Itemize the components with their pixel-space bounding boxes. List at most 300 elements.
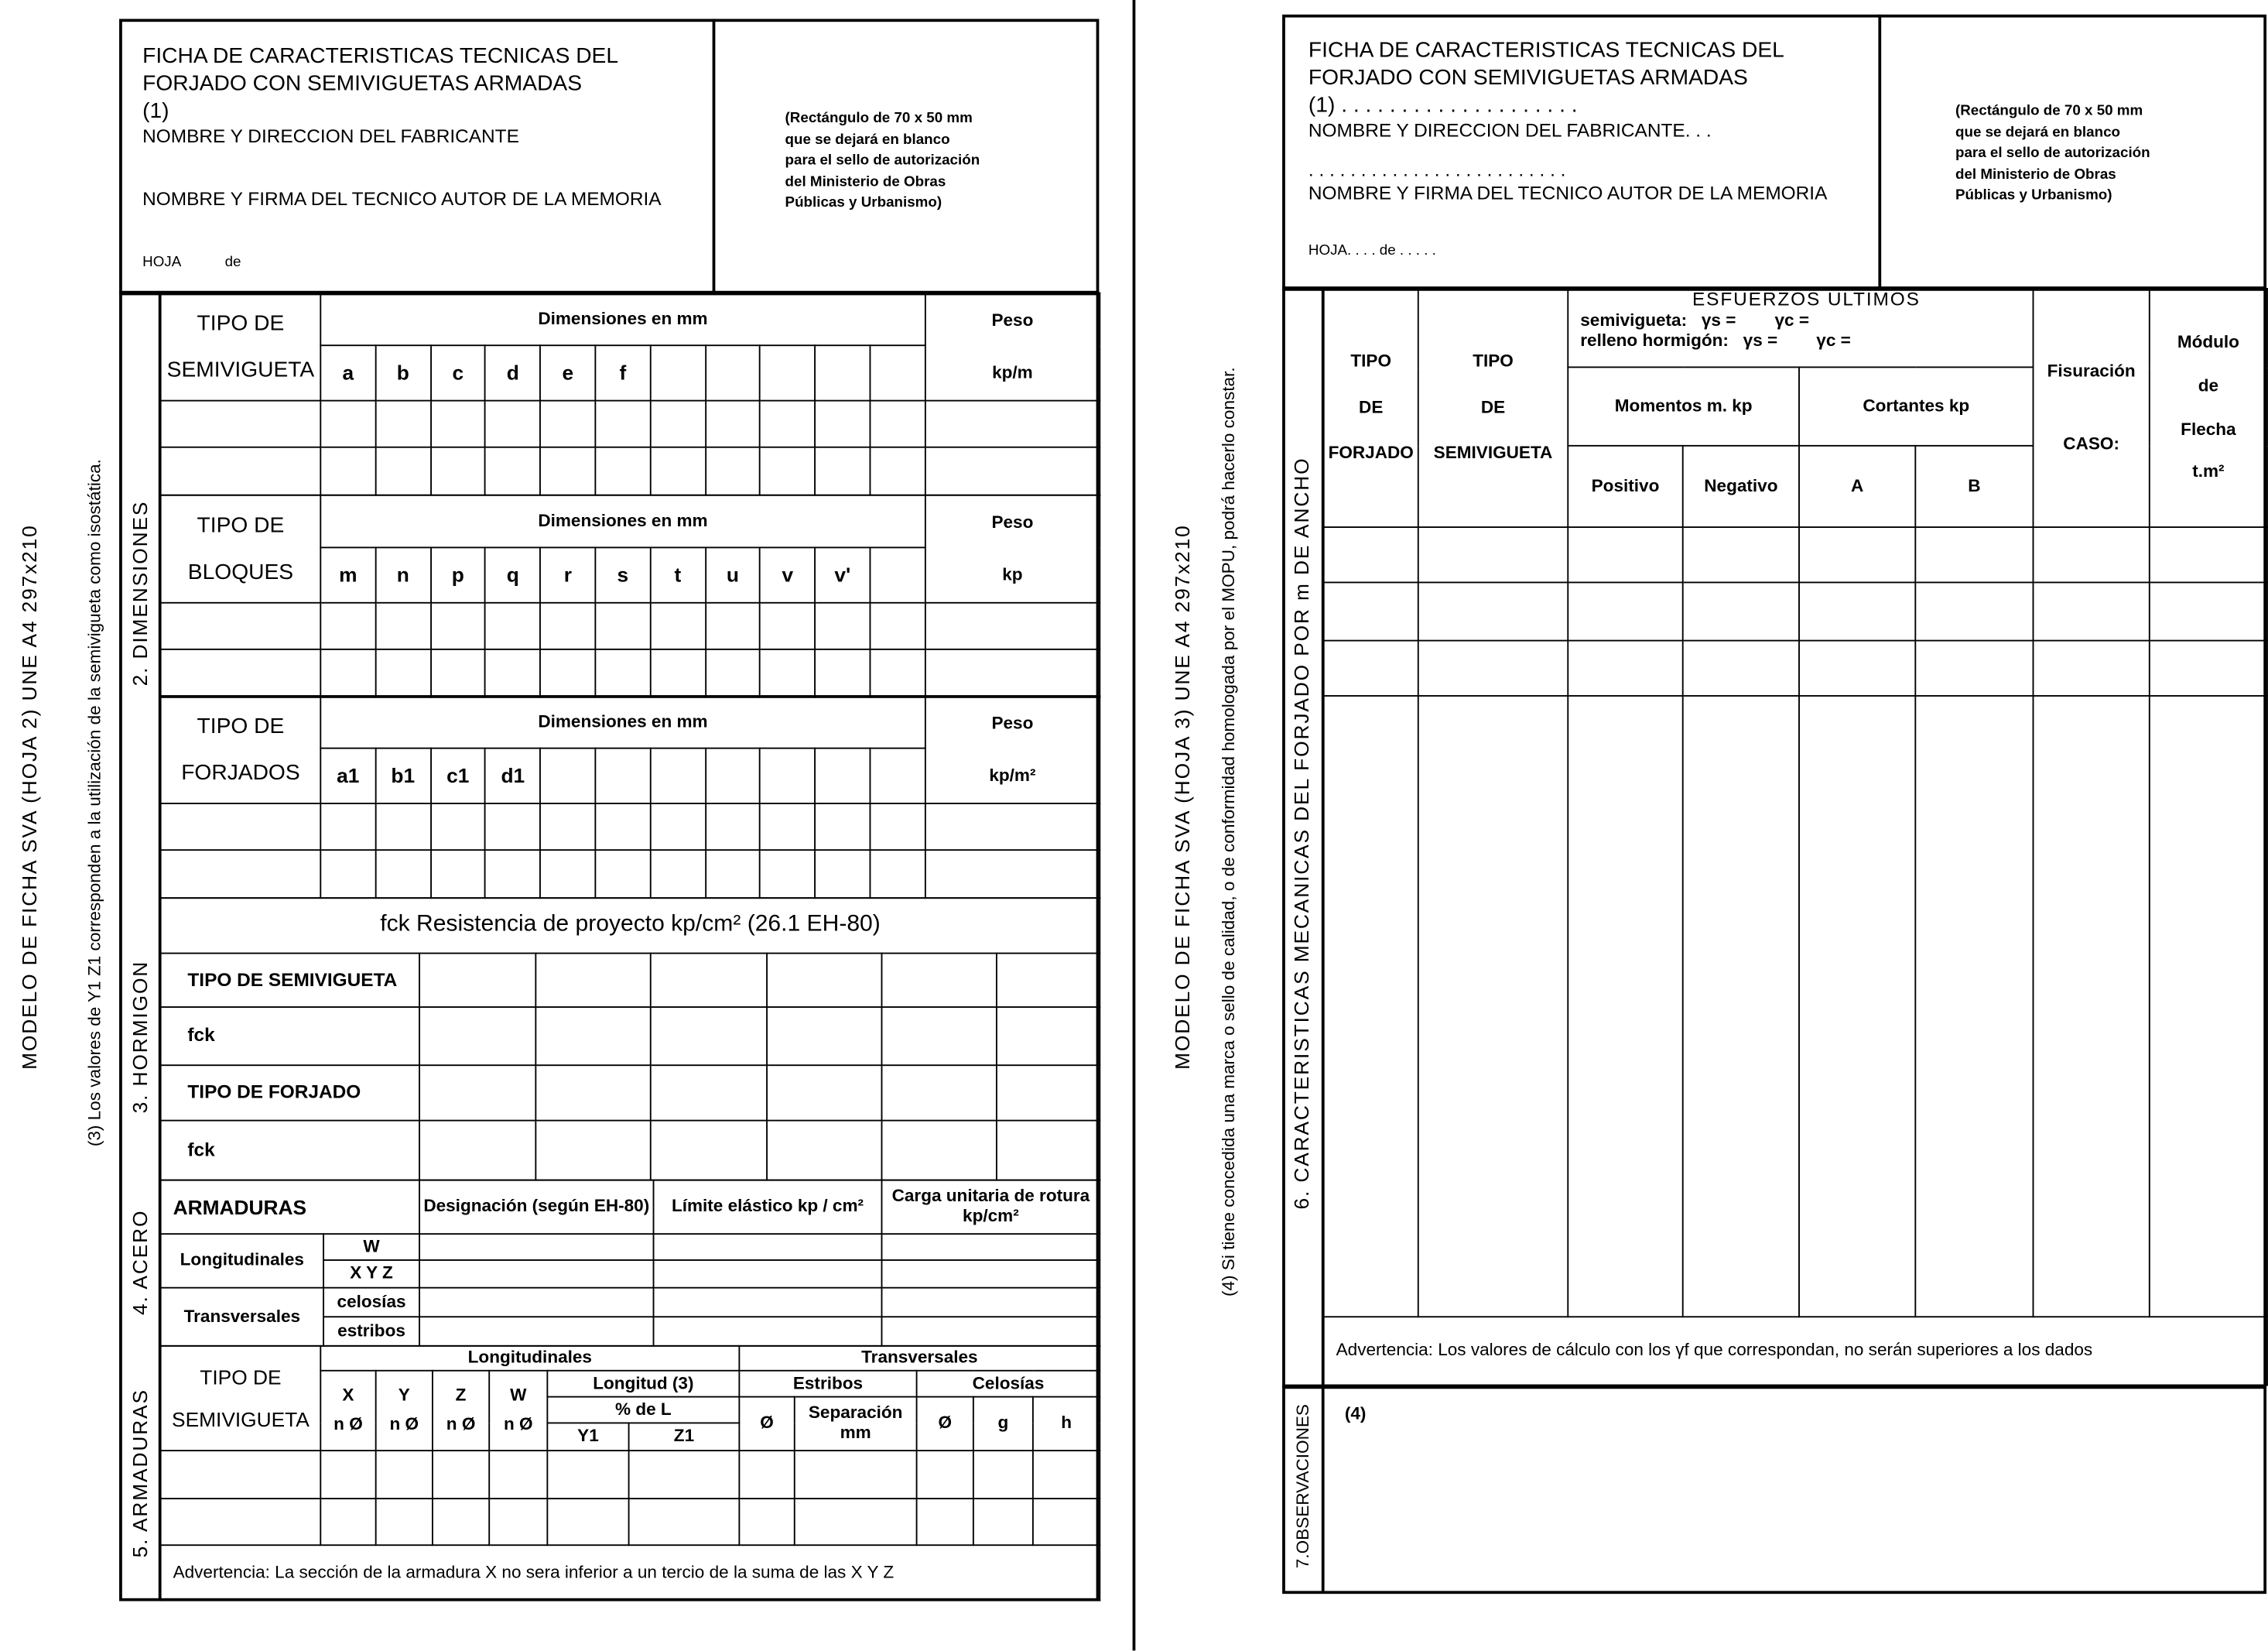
cell[interactable] bbox=[161, 447, 321, 495]
cell[interactable] bbox=[375, 803, 430, 850]
peso-header bbox=[925, 293, 1100, 401]
estribos-header: Estribos bbox=[739, 1371, 916, 1397]
celosias-label: celosías bbox=[323, 1288, 419, 1317]
cell[interactable] bbox=[650, 401, 705, 447]
positivo-header: Positivo bbox=[1568, 446, 1682, 527]
cell[interactable] bbox=[917, 1451, 973, 1499]
h-header: h bbox=[1033, 1397, 1100, 1451]
cell[interactable] bbox=[925, 603, 1100, 649]
cell[interactable] bbox=[433, 1499, 489, 1545]
type-label bbox=[161, 495, 321, 603]
cell[interactable] bbox=[815, 649, 870, 697]
cell[interactable] bbox=[320, 803, 375, 850]
cell[interactable] bbox=[881, 954, 996, 1008]
cell[interactable] bbox=[430, 603, 485, 649]
cell[interactable] bbox=[881, 1260, 1100, 1288]
cell[interactable] bbox=[925, 649, 1100, 697]
cell[interactable] bbox=[795, 1451, 917, 1499]
label-line: TIPO bbox=[1350, 350, 1392, 371]
armaduras-advertencia: Advertencia: La sección de la armadura X no sera inferior a un tercio de la suma de las X Y Z bbox=[161, 1545, 1100, 1600]
dimension-letter: d bbox=[485, 345, 540, 400]
cell[interactable] bbox=[595, 447, 650, 495]
stamp-line: (Rectángulo de 70 x 50 mm bbox=[785, 110, 973, 127]
cell[interactable] bbox=[320, 850, 375, 898]
cell[interactable] bbox=[1915, 582, 2033, 640]
observaciones-field[interactable] bbox=[1326, 1433, 2256, 1585]
cell[interactable] bbox=[485, 603, 540, 649]
cell[interactable] bbox=[760, 803, 815, 850]
cell[interactable] bbox=[705, 850, 760, 898]
cell[interactable] bbox=[760, 447, 815, 495]
cell[interactable] bbox=[881, 1234, 1100, 1260]
cell[interactable] bbox=[973, 1499, 1033, 1545]
cell[interactable] bbox=[815, 447, 870, 495]
cell[interactable] bbox=[997, 1121, 1100, 1180]
cell[interactable] bbox=[320, 603, 375, 649]
cell[interactable] bbox=[760, 603, 815, 649]
stamp-line: que se dejará en blanco bbox=[785, 132, 950, 148]
hormigon-row-label: TIPO DE FORJADO bbox=[161, 1065, 419, 1120]
dimension-letter: c bbox=[430, 345, 485, 400]
stamp-line: Públicas y Urbanismo) bbox=[785, 194, 942, 211]
dimension-letter: v' bbox=[815, 547, 870, 602]
stamp-line: Públicas y Urbanismo) bbox=[1955, 187, 2112, 204]
label-line: CASO: bbox=[2063, 432, 2119, 454]
dimension-letter: c1 bbox=[430, 748, 485, 803]
cell[interactable] bbox=[1915, 527, 2033, 582]
cell[interactable] bbox=[881, 1065, 996, 1120]
cell[interactable] bbox=[419, 1065, 535, 1120]
dimension-letter bbox=[705, 345, 760, 400]
cell[interactable] bbox=[375, 649, 430, 697]
cell[interactable] bbox=[1915, 641, 2033, 696]
cell[interactable] bbox=[925, 401, 1100, 447]
cell[interactable] bbox=[654, 1317, 882, 1346]
label-line: kp/m bbox=[992, 361, 1033, 382]
cell[interactable] bbox=[430, 649, 485, 697]
type-label bbox=[161, 293, 321, 401]
cell[interactable] bbox=[760, 649, 815, 697]
armaduras-header: ARMADURAS bbox=[161, 1180, 419, 1235]
cell[interactable] bbox=[547, 1499, 628, 1545]
left-footnote: (3) Los valores de Y1 Z1 corresponden a la utilización de la semivigueta como isostática. bbox=[84, 459, 105, 1147]
dimension-letter: d1 bbox=[485, 748, 540, 803]
cell[interactable] bbox=[654, 1234, 882, 1260]
cell[interactable] bbox=[547, 1451, 628, 1499]
dimension-letter bbox=[870, 748, 925, 803]
dimension-letter: a bbox=[320, 345, 375, 400]
label-line: TIPO DE bbox=[197, 513, 285, 539]
armaduras-table bbox=[160, 1345, 1101, 1601]
cell[interactable] bbox=[1324, 696, 1418, 1317]
phi-header: Ø bbox=[739, 1397, 794, 1451]
cell[interactable] bbox=[760, 401, 815, 447]
estribos-label: estribos bbox=[323, 1317, 419, 1346]
cell[interactable] bbox=[2150, 696, 2267, 1317]
caracteristicas-advertencia: Advertencia: Los valores de cálculo con los γf que correspondan, no serán superiores a los dados bbox=[1324, 1317, 2267, 1385]
section-3-label: 3. HORMIGON bbox=[128, 960, 152, 1114]
cell[interactable] bbox=[1418, 582, 1568, 640]
cell[interactable] bbox=[433, 1451, 489, 1499]
cell[interactable] bbox=[973, 1451, 1033, 1499]
cell[interactable] bbox=[320, 1499, 375, 1545]
cell[interactable] bbox=[375, 850, 430, 898]
cell[interactable] bbox=[651, 1065, 767, 1120]
dimension-letter: v bbox=[760, 547, 815, 602]
cell[interactable] bbox=[917, 1499, 973, 1545]
bar-header bbox=[320, 1371, 375, 1451]
cell[interactable] bbox=[320, 401, 375, 447]
longitudinales-label: Longitudinales bbox=[161, 1234, 323, 1288]
label-line: kp/m² bbox=[989, 764, 1036, 785]
cell[interactable] bbox=[419, 1317, 653, 1346]
cell[interactable] bbox=[881, 1288, 1100, 1317]
hoja-label: HOJA bbox=[142, 254, 182, 270]
cell[interactable] bbox=[375, 401, 430, 447]
dimension-letter bbox=[870, 547, 925, 602]
cell[interactable] bbox=[540, 649, 595, 697]
cell[interactable] bbox=[1683, 696, 1799, 1317]
cell[interactable] bbox=[2034, 696, 2150, 1317]
dimension-letter bbox=[595, 748, 650, 803]
cell[interactable] bbox=[485, 447, 540, 495]
cell[interactable] bbox=[1324, 582, 1418, 640]
cell[interactable] bbox=[651, 1007, 767, 1065]
cell[interactable] bbox=[2034, 582, 2150, 640]
cell[interactable] bbox=[651, 954, 767, 1008]
dimension-letter bbox=[870, 345, 925, 400]
label-line: FORJADO bbox=[1328, 442, 1414, 464]
cell[interactable] bbox=[1418, 641, 1568, 696]
w-label: W bbox=[323, 1234, 419, 1260]
cell[interactable] bbox=[1799, 582, 1915, 640]
stamp-area bbox=[785, 109, 1047, 214]
stamp-divider bbox=[713, 19, 716, 292]
tipo-semivigueta-label bbox=[161, 1346, 321, 1451]
dimension-letter bbox=[540, 748, 595, 803]
cell[interactable] bbox=[767, 1121, 881, 1180]
dimension-letter bbox=[815, 748, 870, 803]
cell[interactable] bbox=[320, 649, 375, 697]
hormigon-table bbox=[160, 897, 1101, 1180]
cell[interactable] bbox=[376, 1499, 433, 1545]
esfuerzos-title: ESFUERZOS ULTIMOS bbox=[1692, 288, 1921, 310]
stamp-area bbox=[1955, 102, 2217, 207]
cell[interactable] bbox=[1799, 696, 1915, 1317]
cell[interactable] bbox=[925, 447, 1100, 495]
cell[interactable] bbox=[1418, 696, 1568, 1317]
peso-header bbox=[925, 696, 1100, 803]
cell[interactable] bbox=[419, 1288, 653, 1317]
longitudinales-header: Longitudinales bbox=[320, 1346, 739, 1371]
cell[interactable] bbox=[1683, 582, 1799, 640]
cell[interactable] bbox=[925, 803, 1100, 850]
cell[interactable] bbox=[1799, 527, 1915, 582]
pct-header: % de L bbox=[547, 1397, 739, 1423]
label-line: TIPO DE bbox=[197, 311, 285, 337]
bar-letter: W bbox=[510, 1384, 527, 1406]
cell[interactable] bbox=[997, 1065, 1100, 1120]
page-divider bbox=[1133, 0, 1136, 1650]
cell[interactable] bbox=[760, 850, 815, 898]
cell[interactable] bbox=[485, 803, 540, 850]
cell[interactable] bbox=[1799, 641, 1915, 696]
cell[interactable] bbox=[161, 401, 321, 447]
dimension-letter: t bbox=[650, 547, 705, 602]
modulo-header bbox=[2150, 289, 2267, 527]
cell[interactable] bbox=[161, 649, 321, 697]
cell[interactable] bbox=[485, 401, 540, 447]
y1-header: Y1 bbox=[547, 1423, 628, 1451]
cell[interactable] bbox=[1418, 527, 1568, 582]
cell[interactable] bbox=[881, 1317, 1100, 1346]
cell[interactable] bbox=[1683, 527, 1799, 582]
separacion-header: Separación mm bbox=[795, 1397, 917, 1451]
cell[interactable] bbox=[1568, 696, 1682, 1317]
cell[interactable] bbox=[650, 447, 705, 495]
label-line: TIPO DE bbox=[197, 714, 285, 739]
dimension-letter: u bbox=[705, 547, 760, 602]
cell[interactable] bbox=[654, 1288, 882, 1317]
cell[interactable] bbox=[419, 1007, 535, 1065]
cell[interactable] bbox=[485, 850, 540, 898]
cell[interactable] bbox=[650, 649, 705, 697]
cell[interactable] bbox=[870, 603, 925, 649]
stamp-line: para el sello de autorización bbox=[1955, 145, 2150, 162]
phi-header: Ø bbox=[917, 1397, 973, 1451]
cell[interactable] bbox=[767, 954, 881, 1008]
semivigueta-dimensions-table bbox=[160, 293, 1100, 496]
forjados-dimensions-table bbox=[160, 695, 1100, 899]
cell[interactable] bbox=[1324, 527, 1418, 582]
cell[interactable] bbox=[705, 401, 760, 447]
xyz-label: X Y Z bbox=[323, 1260, 419, 1288]
semivigueta-gamma: semivigueta: γs = γc = bbox=[1580, 310, 1810, 331]
cell[interactable] bbox=[161, 603, 321, 649]
cell[interactable] bbox=[430, 803, 485, 850]
cell[interactable] bbox=[535, 1007, 650, 1065]
stamp-line: para el sello de autorización bbox=[785, 152, 980, 169]
ref-1-dotted: (1) . . . . . . . . . . . . . . . . . . . . bbox=[1308, 92, 1578, 118]
label-line: Peso bbox=[991, 309, 1034, 330]
cell[interactable] bbox=[419, 1234, 653, 1260]
b-header: B bbox=[1915, 446, 2033, 527]
cell[interactable] bbox=[595, 603, 650, 649]
cell[interactable] bbox=[870, 649, 925, 697]
cell[interactable] bbox=[419, 954, 535, 1008]
label-line: FORJADOS bbox=[181, 759, 300, 785]
cell[interactable] bbox=[705, 803, 760, 850]
acero-table bbox=[160, 1180, 1101, 1347]
bar-letter: Y bbox=[398, 1384, 410, 1406]
cell[interactable] bbox=[870, 803, 925, 850]
g-header: g bbox=[973, 1397, 1033, 1451]
cell[interactable] bbox=[161, 803, 321, 850]
transversales-label: Transversales bbox=[161, 1288, 323, 1346]
cell[interactable] bbox=[767, 1007, 881, 1065]
cell[interactable] bbox=[595, 649, 650, 697]
cell[interactable] bbox=[1915, 696, 2033, 1317]
title-line1: FICHA DE CARACTERISTICAS TECNICAS DEL bbox=[142, 43, 619, 69]
cell[interactable] bbox=[2150, 641, 2267, 696]
bar-letter: Z bbox=[455, 1384, 467, 1406]
type-label bbox=[161, 696, 321, 803]
cell[interactable] bbox=[881, 1007, 996, 1065]
cell[interactable] bbox=[870, 850, 925, 898]
cell[interactable] bbox=[629, 1499, 740, 1545]
cell[interactable] bbox=[161, 850, 321, 898]
cell[interactable] bbox=[540, 850, 595, 898]
section-7-label: 7.OBSERVACIONES bbox=[1292, 1404, 1313, 1569]
cell[interactable] bbox=[489, 1451, 547, 1499]
cell[interactable] bbox=[419, 1260, 653, 1288]
label-line: Fisuración bbox=[2047, 360, 2136, 381]
cell[interactable] bbox=[376, 1451, 433, 1499]
hormigon-row-label: TIPO DE SEMIVIGUETA bbox=[161, 954, 419, 1008]
stamp-line: del Ministerio de Obras bbox=[785, 173, 946, 190]
cell[interactable] bbox=[705, 447, 760, 495]
cell[interactable] bbox=[2150, 582, 2267, 640]
cell[interactable] bbox=[2034, 641, 2150, 696]
cell[interactable] bbox=[997, 1007, 1100, 1065]
cell[interactable] bbox=[320, 1451, 375, 1499]
section-6-label: 6. CARACTERISTICAS MECANICAS DEL FORJADO POR m DE ANCHO bbox=[1289, 457, 1313, 1210]
cell[interactable] bbox=[489, 1499, 547, 1545]
cell[interactable] bbox=[739, 1499, 794, 1545]
label-line: SEMIVIGUETA bbox=[172, 1406, 310, 1430]
cell[interactable] bbox=[535, 1121, 650, 1180]
dimension-letter: p bbox=[430, 547, 485, 602]
dimension-letter: a1 bbox=[320, 748, 375, 803]
cell[interactable] bbox=[881, 1121, 996, 1180]
longitud-header: Longitud (3) bbox=[547, 1371, 739, 1397]
designacion-header: Designación (según EH-80) bbox=[419, 1180, 653, 1235]
cell[interactable] bbox=[595, 803, 650, 850]
n-phi: n Ø bbox=[389, 1413, 419, 1434]
tipo-semivigueta-header bbox=[1418, 289, 1568, 527]
stamp-line: del Ministerio de Obras bbox=[1955, 166, 2116, 183]
cell[interactable] bbox=[795, 1499, 917, 1545]
limite-header: Límite elástico kp / cm² bbox=[654, 1180, 882, 1235]
dimension-letter: b1 bbox=[375, 748, 430, 803]
cell[interactable] bbox=[650, 603, 705, 649]
cell[interactable] bbox=[997, 954, 1100, 1008]
label-line: DE bbox=[1359, 396, 1384, 417]
cell[interactable] bbox=[320, 447, 375, 495]
section-2-label: 2. DIMENSIONES bbox=[128, 500, 152, 687]
cell[interactable] bbox=[540, 401, 595, 447]
tecnico-label: NOMBRE Y FIRMA DEL TECNICO AUTOR DE LA MEMORIA bbox=[1308, 181, 1828, 204]
cell[interactable] bbox=[1568, 527, 1682, 582]
cell[interactable] bbox=[629, 1451, 740, 1499]
cell[interactable] bbox=[540, 803, 595, 850]
dimension-letter: f bbox=[595, 345, 650, 400]
bar-header bbox=[433, 1371, 489, 1451]
cell[interactable] bbox=[535, 1065, 650, 1120]
dimensions-header: Dimensiones en mm bbox=[320, 696, 925, 748]
cell[interactable] bbox=[535, 954, 650, 1008]
dimension-letter: m bbox=[320, 547, 375, 602]
cell[interactable] bbox=[650, 850, 705, 898]
cell[interactable] bbox=[540, 447, 595, 495]
label-line: Flecha bbox=[2181, 418, 2236, 439]
momentos-header: Momentos m. kp bbox=[1568, 367, 1799, 445]
cell[interactable] bbox=[1324, 641, 1418, 696]
cell[interactable] bbox=[419, 1121, 535, 1180]
cell[interactable] bbox=[375, 603, 430, 649]
title-line2: FORJADO CON SEMIVIGUETAS ARMADAS bbox=[142, 70, 583, 96]
cell[interactable] bbox=[375, 447, 430, 495]
cell[interactable] bbox=[1033, 1499, 1100, 1545]
a-header: A bbox=[1799, 446, 1915, 527]
transversales-header: Transversales bbox=[739, 1346, 1100, 1371]
cell[interactable] bbox=[1568, 641, 1682, 696]
n-phi: n Ø bbox=[446, 1413, 476, 1434]
hormigon-row-label: fck bbox=[161, 1121, 419, 1180]
cell[interactable] bbox=[870, 401, 925, 447]
cell[interactable] bbox=[595, 850, 650, 898]
cell[interactable] bbox=[705, 603, 760, 649]
label-line: de bbox=[2198, 375, 2219, 396]
cell[interactable] bbox=[1683, 641, 1799, 696]
cell[interactable] bbox=[815, 603, 870, 649]
stamp-line: (Rectángulo de 70 x 50 mm bbox=[1955, 103, 2143, 120]
label-line: Peso bbox=[991, 712, 1034, 733]
cell[interactable] bbox=[161, 1499, 321, 1545]
cell[interactable] bbox=[430, 447, 485, 495]
cell[interactable] bbox=[925, 850, 1100, 898]
cell[interactable] bbox=[739, 1451, 794, 1499]
dimension-letter bbox=[760, 748, 815, 803]
cell[interactable] bbox=[540, 603, 595, 649]
label-line: SEMIVIGUETA bbox=[1433, 442, 1553, 464]
dimension-letter bbox=[650, 748, 705, 803]
title-line2: FORJADO CON SEMIVIGUETAS ARMADAS bbox=[1308, 65, 1748, 91]
label-line: SEMIVIGUETA bbox=[166, 357, 315, 382]
tipo-forjado-header bbox=[1324, 289, 1418, 527]
cell[interactable] bbox=[2150, 527, 2267, 582]
dimension-letter: s bbox=[595, 547, 650, 602]
cell[interactable] bbox=[1568, 582, 1682, 640]
cell[interactable] bbox=[815, 803, 870, 850]
fabricante-label: NOMBRE Y DIRECCION DEL FABRICANTE bbox=[142, 125, 519, 148]
cell[interactable] bbox=[485, 649, 540, 697]
ref-1: (1) bbox=[142, 98, 169, 123]
cell[interactable] bbox=[705, 649, 760, 697]
cell[interactable] bbox=[595, 401, 650, 447]
cell[interactable] bbox=[650, 803, 705, 850]
label-line: kp bbox=[1002, 563, 1023, 584]
right-footnote: (4) Si tiene concedida una marca o sello de calidad, o de conformidad homologada por el MOPU, podrá hacerlo constar. bbox=[1218, 367, 1239, 1297]
cell[interactable] bbox=[161, 1451, 321, 1499]
bar-header bbox=[489, 1371, 547, 1451]
cell[interactable] bbox=[870, 447, 925, 495]
cell[interactable] bbox=[651, 1121, 767, 1180]
cell[interactable] bbox=[767, 1065, 881, 1120]
cell[interactable] bbox=[815, 850, 870, 898]
label-line: DE bbox=[1480, 396, 1506, 417]
cell[interactable] bbox=[2034, 527, 2150, 582]
esfuerzos-header bbox=[1568, 289, 2033, 367]
label-line: Peso bbox=[991, 511, 1034, 533]
right-model-caption: MODELO DE FICHA SVA (HOJA 3) UNE A4 297x210 bbox=[1170, 524, 1194, 1070]
cell[interactable] bbox=[430, 401, 485, 447]
cell[interactable] bbox=[430, 850, 485, 898]
cell[interactable] bbox=[654, 1260, 882, 1288]
cell[interactable] bbox=[1033, 1451, 1100, 1499]
caracteristicas-table bbox=[1323, 288, 2268, 1386]
cell[interactable] bbox=[815, 401, 870, 447]
